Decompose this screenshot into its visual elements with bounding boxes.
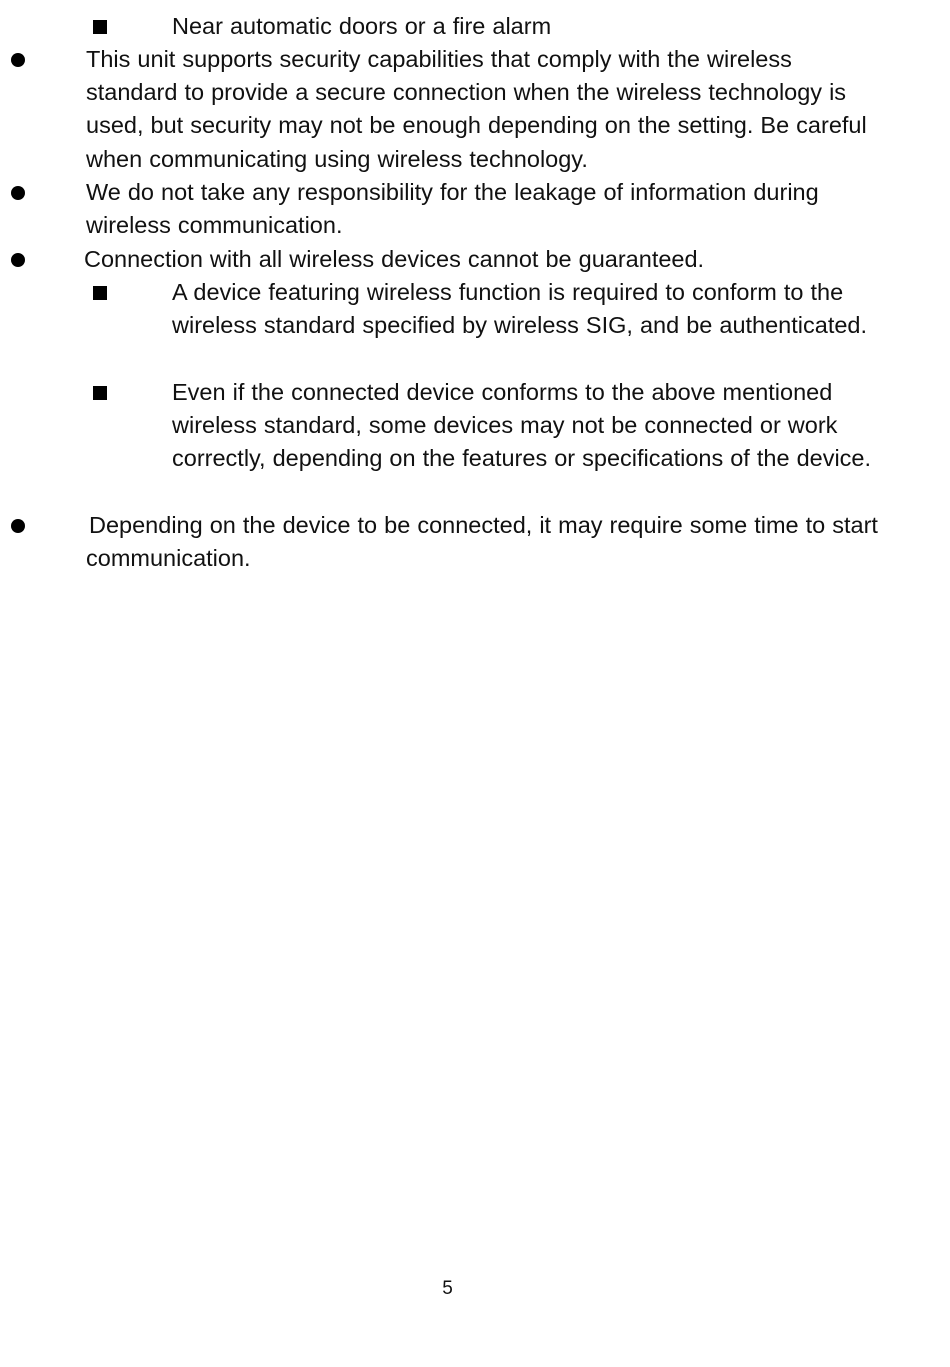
list-item-text: Depending on the device to be connected, it may require some time to start communication. [86, 512, 885, 572]
list-item-text: Even if the connected device conforms to the above mentioned wireless standard, some devices may not be connected or work correctly, depending on the features or specifications of the device. [172, 379, 872, 472]
list-item-text: A device featuring wireless function is required to conform to the wireless standard specified by wireless SIG, and be authenticated. [172, 279, 868, 339]
square-bullet-icon [93, 286, 107, 300]
list-item-text: Near automatic doors or a fire alarm [172, 13, 552, 39]
round-bullet-icon [11, 53, 25, 67]
square-bullet-icon [93, 386, 107, 400]
list-item-text: Connection with all wireless devices cannot be guaranteed. [84, 246, 705, 272]
round-bullet-icon [11, 519, 25, 533]
page-number: 5 [442, 1278, 453, 1299]
square-bullet-icon [93, 20, 107, 34]
round-bullet-icon [11, 253, 25, 267]
round-bullet-icon [11, 186, 25, 200]
list-item-text: This unit supports security capabilities that comply with the wireless standard to provide a secure connection when the wireless technology is used, but security may not be enough depending on the setting. Be careful when communicating using wireless technology. [86, 46, 874, 172]
list-item-text: We do not take any responsibility for the leakage of information during wireless communication. [86, 179, 826, 239]
